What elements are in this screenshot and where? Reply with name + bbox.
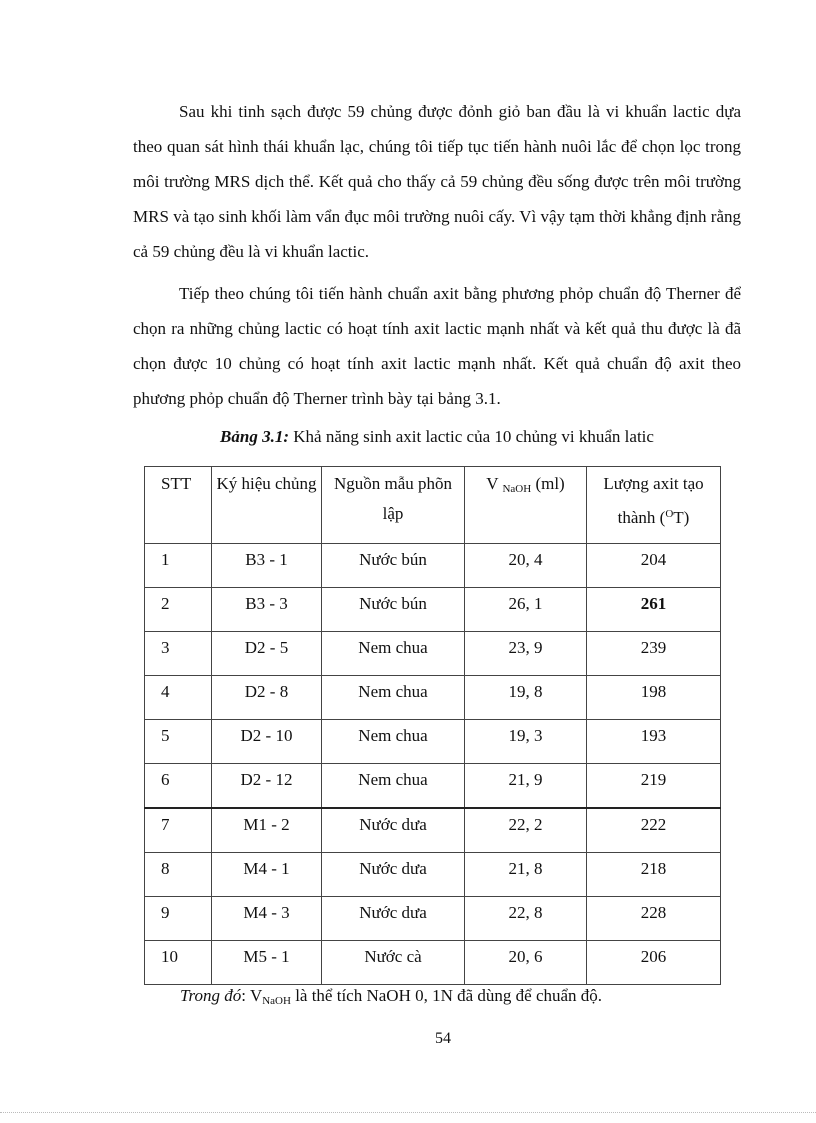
cell-source: Nem chua bbox=[322, 720, 465, 764]
cell-acid-amount: 204 bbox=[587, 544, 721, 588]
cell-acid-amount: 218 bbox=[587, 853, 721, 897]
cell-naoh-volume: 20, 6 bbox=[465, 941, 587, 985]
cell-stt: 1 bbox=[145, 544, 212, 588]
cell-strain: M5 - 1 bbox=[212, 941, 322, 985]
header-acid-amount: Lượng axit tạo thành ($^O$T) bbox=[587, 467, 721, 544]
cell-stt: 10 bbox=[145, 941, 212, 985]
cell-strain: B3 - 3 bbox=[212, 588, 322, 632]
cell-source: Nước dưa bbox=[322, 853, 465, 897]
cell-strain: D2 - 8 bbox=[212, 676, 322, 720]
table-row bbox=[145, 808, 721, 853]
cell-naoh-volume: 21, 8 bbox=[465, 853, 587, 897]
cell-acid-amount: 219 bbox=[587, 764, 721, 809]
cell-source: Nem chua bbox=[322, 632, 465, 676]
note-text: là thể tích NaOH 0, 1N đã dùng để chuẩn độ. bbox=[290, 986, 603, 1005]
cell-source: Nước dưa bbox=[322, 808, 465, 853]
cell-strain: D2 - 10 bbox=[212, 720, 322, 764]
paragraph-intro: Sau khi tinh sạch được 59 chủng được đỏnh giỏ ban đầu là vi khuẩn lactic dựa theo quan sát hình thái khuẩn lạc, chúng tôi tiếp tục tiến hành nuôi lắc để chọn lọc trong môi trường MRS dịch thể. Kết quả cho thấy cả 59 chủng đều sống được trên môi trường MRS và tạo sinh khối làm vẩn đục môi trường nuôi cấy. Vì vậy tạm thời khẳng định rằng cả 59 chủng đều là vi khuẩn lactic. bbox=[133, 102, 741, 261]
cell-naoh-volume: 19, 8 bbox=[465, 676, 587, 720]
table-row bbox=[145, 764, 721, 809]
cell-naoh-volume: 19, 3 bbox=[465, 720, 587, 764]
table-row bbox=[145, 544, 721, 588]
cell-naoh-volume: 22, 2 bbox=[465, 808, 587, 853]
cell-source: Nem chua bbox=[322, 764, 465, 809]
table-row bbox=[145, 941, 721, 985]
cell-source: Nước bún bbox=[322, 588, 465, 632]
table-row bbox=[145, 676, 721, 720]
page-number: 54 bbox=[435, 1030, 451, 1047]
cell-strain: D2 - 5 bbox=[212, 632, 322, 676]
cell-acid-amount: 206 bbox=[587, 941, 721, 985]
header-strain: Ký hiệu chủng bbox=[212, 467, 322, 544]
paragraph-titration: Tiếp theo chúng tôi tiến hành chuẩn axit bằng phương phỏp chuẩn độ Therner để chọn ra những chủng lactic có hoạt tính axit lactic mạnh nhất và kết quả thu được là đã chọn được 10 chủng có hoạt tính axit lactic mạnh nhất. Kết quả chuẩn độ axit theo phương phỏp chuẩn độ Therner trình bày tại bảng 3.1. bbox=[133, 284, 741, 408]
cell-source: Nước cà bbox=[322, 941, 465, 985]
cell-acid-amount: 239 bbox=[587, 632, 721, 676]
cell-stt: 9 bbox=[145, 897, 212, 941]
table-caption bbox=[133, 425, 741, 449]
note-label: Trong đó bbox=[180, 986, 242, 1005]
header-naoh-volume: V $_{NaOH}$ (ml) bbox=[465, 467, 587, 544]
cell-stt: 7 bbox=[145, 808, 212, 853]
table-row bbox=[145, 588, 721, 632]
cell-stt: 4 bbox=[145, 676, 212, 720]
header-source: Nguồn mẫu phõn lập bbox=[322, 467, 465, 544]
cell-naoh-volume: 26, 1 bbox=[465, 588, 587, 632]
table-row bbox=[145, 720, 721, 764]
cell-stt: 6 bbox=[145, 764, 212, 809]
cell-naoh-volume: 23, 9 bbox=[465, 632, 587, 676]
cell-stt: 3 bbox=[145, 632, 212, 676]
cell-strain: M1 - 2 bbox=[212, 808, 322, 853]
table-row bbox=[145, 853, 721, 897]
cell-naoh-volume: 22, 8 bbox=[465, 897, 587, 941]
table-note: Trong đó: $V_{NaOH}$ là thể tích NaOH 0, 1N đã dùng để chuẩn độ. bbox=[180, 986, 603, 1007]
table-header-row bbox=[145, 467, 721, 544]
cell-acid-amount: 222 bbox=[587, 808, 721, 853]
table-caption-text: Khả năng sinh axit lactic của 10 chủng vi khuẩn latic bbox=[289, 427, 654, 446]
cell-acid-amount: 261 bbox=[587, 588, 721, 632]
cell-strain: B3 - 1 bbox=[212, 544, 322, 588]
cell-stt: 5 bbox=[145, 720, 212, 764]
table-row bbox=[145, 632, 721, 676]
cell-naoh-volume: 20, 4 bbox=[465, 544, 587, 588]
cell-strain: D2 - 12 bbox=[212, 764, 322, 809]
cell-stt: 8 bbox=[145, 853, 212, 897]
cell-acid-amount: 198 bbox=[587, 676, 721, 720]
cell-strain: M4 - 1 bbox=[212, 853, 322, 897]
cell-strain: M4 - 3 bbox=[212, 897, 322, 941]
cell-source: Nước dưa bbox=[322, 897, 465, 941]
cell-source: Nước bún bbox=[322, 544, 465, 588]
header-stt: STT bbox=[145, 467, 212, 544]
footer-divider bbox=[0, 1112, 816, 1113]
cell-source: Nem chua bbox=[322, 676, 465, 720]
table-caption-label: Bảng 3.1: bbox=[220, 427, 290, 446]
table-row bbox=[145, 897, 721, 941]
cell-acid-amount: 193 bbox=[587, 720, 721, 764]
cell-naoh-volume: 21, 9 bbox=[465, 764, 587, 809]
cell-stt: 2 bbox=[145, 588, 212, 632]
cell-acid-amount: 228 bbox=[587, 897, 721, 941]
acid-production-table bbox=[144, 466, 721, 985]
